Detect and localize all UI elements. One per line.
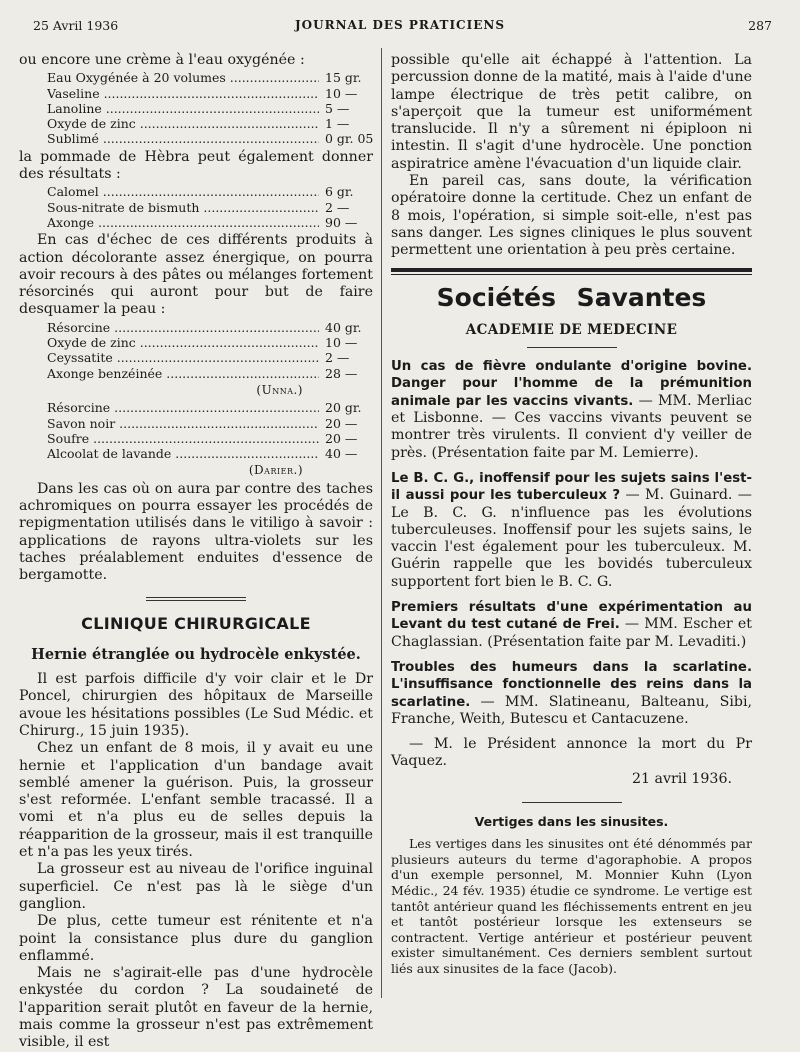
ingredient-quantity: 20 gr. [325, 400, 362, 416]
ingredient-quantity: 90 — [325, 214, 358, 230]
ingredient-name: Axonge benzéinée ..... [47, 366, 319, 381]
paragraph: En cas d'échec de ces différents produits à action décolorante assez énergique, on pourra avoir recours à des pâtes ou mélanges fortement résorcinés qui auront pour but de faire desquamer la peau : [19, 232, 373, 318]
formula-author: (Unna.) [256, 382, 303, 397]
academy-item-text: — M. Guinard. — Le B. C. G. n'influence pas les évolutions tuberculeuses. Inoffensif pour les sujets sains, le vaccin l'est également pour les tuberculeux. M. Guérin rappelle que les bovidés tuberculeux supportent fort bien le B. C. G. [391, 487, 752, 590]
academy-item-text: — MM. Escher et Chaglassian. (Présentation faite par M. Levaditi.) [391, 616, 752, 650]
ingredient-name: Oxyde de zinc ..... [47, 335, 319, 350]
ingredient-name: Calomel ..... [47, 184, 319, 199]
formula-row [19, 335, 373, 350]
ingredient-quantity: 5 — [325, 100, 350, 116]
ingredient-quantity: 0 gr. 05 [325, 131, 374, 147]
paragraph: ou encore une crème à l'eau oxygénée : [19, 52, 305, 68]
ingredient-quantity: 6 gr. [325, 184, 354, 200]
announcement: — M. le Président annonce la mort du Pr Vaquez. [391, 736, 752, 770]
section-separator [146, 597, 246, 601]
right-column [391, 52, 752, 977]
rule-thick [391, 268, 752, 272]
issue-date: 25 Avril 1936 [33, 18, 119, 33]
ingredient-name: Axonge ..... [47, 215, 319, 230]
formula-row [19, 200, 373, 215]
paragraph: Chez un enfant de 8 mois, il y avait eu une hernie et l'application d'un bandage avait semblé amener la guérison. Puis, la grosseur s'est reformée. L'enfant semble tracassé. Il a vomi et n'a plus eu de selles depuis la réapparition de la grosseur, mais il est tranquille et n'a pas les yeux tirés. [19, 740, 373, 861]
academy-item [391, 659, 752, 728]
academy-item [391, 470, 752, 591]
paragraph: Les vertiges dans les sinusites ont été dénommés par plusieurs auteurs du terme d'agoraphobie. A propos d'un exemple personnel, M. Monnier Kuhn (Lyon Médic., 24 fév. 1935) étudie ce syndrome. Le vertige est tantôt antérieur quand les fléchissements entrent en jeu et tantôt postérieur lorsque les extenseurs se contractent. Vertige antérieur et postérieur peuvent exister simultanément. Ces derniers semblent surtout liés aux sinusites de la face (Jacob). [391, 836, 752, 977]
formula-row [19, 86, 373, 101]
ingredient-quantity: 28 — [325, 365, 358, 381]
ingredient-name: Alcoolat de lavande ..... [47, 446, 319, 461]
article-title: Hernie étranglée ou hydrocèle enkystée. [31, 645, 361, 663]
ingredient-name: Sous-nitrate de bismuth ..... [47, 200, 319, 215]
formula-row [19, 215, 373, 230]
ingredient-quantity: 40 gr. [325, 319, 362, 335]
journal-title: JOURNAL DES PRATICIENS [295, 18, 505, 32]
article-title: Vertiges dans les sinusites. [474, 813, 669, 829]
paragraph: Mais ne s'agirait-elle pas d'une hydrocèle enkystée du cordon ? La soudaineté de l'apparition serait plutôt en faveur de la hernie, mais comme la grosseur n'est pas extrêmement visible, il est [19, 965, 373, 1051]
academy-item-title: Le B. C. G., inoffensif pour les sujets sains l'est-il aussi pour les tuberculeux ? [391, 470, 752, 504]
ingredient-quantity: 10 — [325, 85, 358, 101]
formula-author: (Darier.) [248, 463, 303, 478]
academy-item-title: Premiers résultats d'une expérimentation au Levant du test cutané de Frei. [391, 600, 752, 633]
ingredient-name: Savon noir ..... [47, 416, 319, 431]
formula-row [19, 101, 373, 116]
ingredient-name: Ceyssatite ..... [47, 350, 319, 365]
formula-table-2 [19, 184, 373, 230]
ingredient-quantity: 15 gr. [325, 70, 362, 86]
ingredient-quantity: 40 — [325, 446, 358, 462]
formula-row [19, 131, 373, 146]
section-title: CLINIQUE CHIRURGICALE [81, 613, 311, 633]
ingredient-name: Résorcine ..... [47, 400, 319, 415]
academy-items [391, 358, 752, 728]
formula-table-4 [19, 400, 373, 461]
ingredient-name: Eau Oxygénée à 20 volumes ..... [47, 70, 319, 85]
paragraph: la pommade de Hèbra peut également donner des résultats : [19, 148, 373, 183]
ingredient-quantity: 20 — [325, 415, 358, 431]
formula-row [19, 116, 373, 131]
academy-item-text: — MM. Merliac et Lisbonne. — Ces vaccins vivants peuvent se montrer très virulents. Il convient d'y veiller de près. (Présentation faite par M. Lemierre). [391, 392, 752, 461]
paragraph: De plus, cette tumeur est rénitente et n'a point la consistance plus dure du ganglion enflammé. [19, 913, 373, 964]
paragraph: En pareil cas, sans doute, la vérification opératoire donne la certitude. Chez un enfant de 8 mois, l'opération, si simple soit-elle, n'est pas sans danger. Les signes cliniques le plus souvent permettent une orientation à peu près certaine. [391, 173, 752, 259]
academy-item [391, 358, 752, 462]
ingredient-name: Soufre ..... [47, 431, 319, 446]
ingredient-name: Sublimé ..... [47, 131, 319, 146]
formula-row [19, 70, 373, 85]
formula-row [19, 366, 373, 381]
formula-row [19, 431, 373, 446]
rule-thin [391, 274, 752, 275]
ingredient-name: Vaseline ..... [47, 86, 319, 101]
formula-row [19, 320, 373, 335]
ingredient-name: Résorcine ..... [47, 320, 319, 335]
formula-row [19, 446, 373, 461]
societies-title: Sociétés Savantes [436, 282, 707, 312]
formula-row [19, 184, 373, 199]
formula-row [19, 416, 373, 431]
ingredient-quantity: 10 — [325, 335, 358, 351]
formula-table-1 [19, 70, 373, 146]
left-column [19, 52, 373, 1052]
paragraph: Dans les cas où on aura par contre des taches achromiques on pourra essayer les procédés de repigmentation utilisés dans le vitiligo à savoir : applications de rayons ultra-violets sur les taches préalablement enduites d'essence de bergamotte. [19, 480, 373, 584]
paragraph: La grosseur est au niveau de l'orifice inguinal superficiel. Ce n'est pas là le siège d'un ganglion. [19, 861, 373, 912]
academy-title: ACADEMIE DE MEDECINE [465, 321, 678, 338]
separator [527, 347, 617, 348]
paragraph: possible qu'elle ait échappé à l'attention. La percussion donne de la matité, mais à l'aide d'une lampe électrique de très petit calibre, on s'aperçoit que la tumeur est uniformément translucide. Il n'y a sûrement ni épiploon ni intestin. Il s'agit d'une hydrocèle. Une ponction aspiratrice amène l'évacuation d'un liquide clair. [391, 52, 752, 172]
report-date: 21 avril 1936. [631, 770, 732, 787]
ingredient-quantity: 20 — [325, 430, 358, 446]
ingredient-name: Lanoline ..... [47, 101, 319, 116]
formula-row [19, 350, 373, 365]
academy-item-title: Troubles des humeurs dans la scarlatine. L'insuffisance fonctionnelle des reins dans la scarlatine. [391, 659, 752, 710]
separator [522, 802, 622, 803]
academy-item [391, 599, 752, 651]
ingredient-name: Oxyde de zinc ..... [47, 116, 319, 131]
paragraph: Il est parfois difficile d'y voir clair et le Dr Poncel, chirurgien des hôpitaux de Marseille avoue les hésitations possibles (Le Sud Médic. et Chirurg., 15 juin 1935). [19, 671, 373, 739]
formula-table-3 [19, 320, 373, 381]
formula-row [19, 400, 373, 415]
academy-item-text: — MM. Slatineanu, Balteanu, Sibi, Franche, Weith, Butescu et Cantacuzene. [391, 693, 752, 727]
academy-item-title: Un cas de fièvre ondulante d'origine bovine. Danger pour l'homme de la prémunition animale par les vaccins vivants. [391, 359, 752, 409]
ingredient-quantity: 2 — [325, 199, 350, 215]
page-number: 287 [748, 18, 772, 33]
ingredient-quantity: 2 — [325, 350, 350, 366]
ingredient-quantity: 1 — [325, 116, 350, 132]
column-divider [381, 48, 382, 998]
